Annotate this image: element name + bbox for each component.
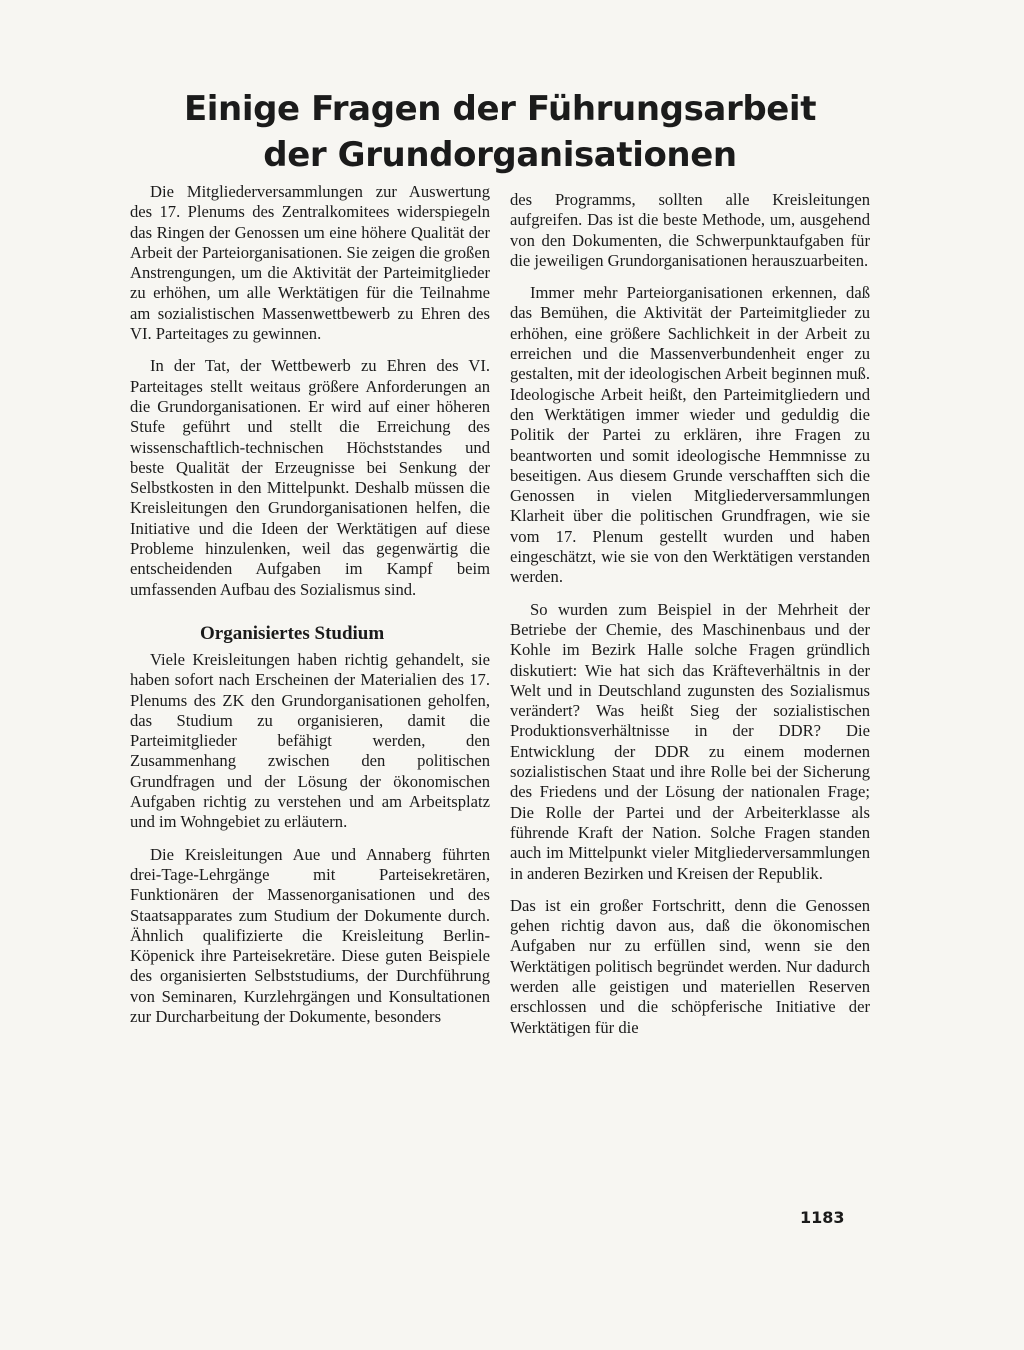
paragraph: Immer mehr Parteiorganisationen erkennen, daß das Bemühen, die Aktivität der Parteimitglieder zu erhöhen, eine größere Sachlichkeit in der Arbeit zu erreichen und die Massenverbundenheit enger zu gestalten, mit der ideologischen Arbeit beginnen muß. Ideologische Arbeit heißt, den Parteimitgliedern und den Werktätigen immer wieder und geduldig die Politik der Partei zu erklären, ihre Fragen zu beantworten und somit ideologische Hemmnisse zu beseitigen. Aus diesem Grunde verschafften sich die Genossen in vielen Mitgliederversammlungen Klarheit über die politischen Grundfragen, wie sie vom 17. Plenum gestellt wurden und haben eingeschätzt, wie sie von den Werktätigen verstanden werden. [510,283,870,587]
paragraph: In der Tat, der Wettbewerb zu Ehren des VI. Parteitages stellt weitaus größere Anforderungen an die Grundorganisationen. Er wird auf einer höheren Stufe geführt und stellt die Erreichung des wissenschaftlich-technischen Höchststandes und beste Qualität der Erzeugnisse bei Senkung der Selbstkosten in den Mittelpunkt. Deshalb müssen die Kreisleitungen den Grundorganisationen helfen, die Initiative und die Ideen der Werktätigen auf diese Probleme hinzulenken, weil das gegenwärtig die entscheidenden Aufgaben im Kampf beim umfassenden Aufbau des Sozialismus sind. [130,356,490,599]
left-column [130,182,490,1039]
article-title-line-1: Einige Fragen der Führungsarbeit [183,89,817,129]
article-title-line-2: der Grundorganisationen [263,135,737,175]
paragraph: So wurden zum Beispiel in der Mehrheit der Betriebe der Chemie, des Maschinenbaus und der Kohle im Bezirk Halle solche Fragen gründlich diskutiert: Wie hat sich das Kräfteverhältnis in der Welt und in Deutschland zugunsten des Sozialismus verändert? Was heißt Sieg der sozialistischen Produktionsverhältnisse in der DDR? Die Entwicklung der DDR zu einem modernen sozialistischen Staat und ihre Rolle bei der Sicherung des Friedens und der Lösung der nationalen Frage; Die Rolle der Partei und der Arbeiterklasse als führende Kraft der Nation. Solche Fragen standen auch im Mittelpunkt vieler Mitgliederversammlungen in anderen Bezirken und Kreisen der Republik. [510,599,870,883]
paragraph: Die Kreisleitungen Aue und Annaberg führten drei-Tage-Lehrgänge mit Parteisekretären, Funktionären der Massenorganisationen und des Staatsapparates zum Studium der Dokumente durch. Ähnlich qualifizierte die Kreisleitung Berlin-Köpenick ihre Parteisekretäre. Diese guten Beispiele des organisierten Selbststudiums, der Durchführung von Seminaren, Kurzlehrgängen und Konsultationen zur Durcharbeitung der Dokumente, besonders [130,844,490,1026]
section-heading: Organisiertes Studium [200,622,385,644]
paragraph: Die Mitgliederversammlungen zur Auswertung des 17. Plenums des Zentralkomitees widerspiegeln das Ringen der Genossen um eine höhere Qualität der Arbeit der Parteiorganisationen. Sie zeigen die großen Anstrengungen, um die Aktivität der Parteimitglieder zu erhöhen, um alle Werktätigen für die Teilnahme am sozialistischen Massenwettbewerb zu Ehren des VI. Parteitages zu gewinnen. [130,182,490,344]
paragraph: Das ist ein großer Fortschritt, denn die Genossen gehen richtig davon aus, daß die ökonomischen Aufgaben nur zu erfüllen sind, wenn sie den Werktätigen politisch begründet werden. Nur dadurch werden alle geistigen und materiellen Reserven erschlossen und die schöpferische Initiative der Werktätigen für die [510,895,870,1037]
right-column [510,190,870,1050]
paragraph-continued: des Programms, sollten alle Kreisleitungen aufgreifen. Das ist die beste Methode, um, ausgehend von den Dokumenten, die Schwerpunktaufgaben für die jeweiligen Grundorganisationen herauszuarbeiten. [510,190,870,270]
page-number: 1183 [800,1208,845,1227]
paragraph: Viele Kreisleitungen haben richtig gehandelt, sie haben sofort nach Erscheinen der Materialien des 17. Plenums des ZK den Grundorganisationen geholfen, das Studium zu organisieren, damit die Parteimitglieder befähigt werden, den Zusammenhang zwischen den politischen Grundfragen und der Lösung der ökonomischen Aufgaben richtig zu verstehen und am Arbeitsplatz und im Wohngebiet zu erläutern. [130,649,490,832]
article-title [130,86,870,178]
